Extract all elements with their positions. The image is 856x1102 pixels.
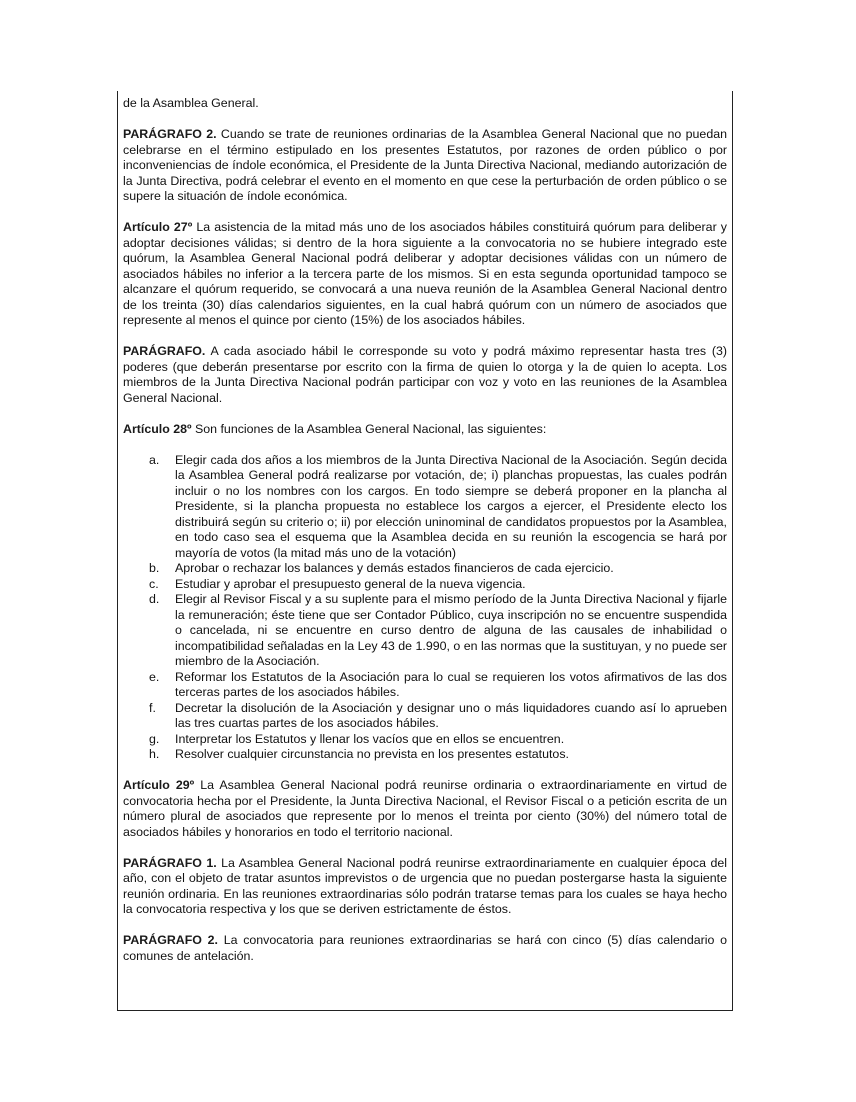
- list-item-letter: c.: [149, 576, 159, 591]
- list-item-letter: e.: [149, 669, 160, 684]
- paragraph-gap: [123, 840, 727, 856]
- paragraph-heading: PARÁGRAFO 2.: [123, 127, 217, 141]
- list-item-letter: h.: [149, 747, 160, 761]
- paragraph-gap: [123, 763, 727, 779]
- list-item-text: Interpretar los Estatutos y llenar los vacíos que en ellos se encuentren.: [175, 731, 565, 746]
- paragraph-gap: [123, 918, 727, 934]
- paragraph-heading: Artículo 28º: [123, 421, 192, 436]
- list-item-letter: g.: [149, 731, 160, 746]
- paragraph-heading: PARÁGRAFO.: [123, 344, 206, 358]
- list-item-text: Aprobar o rechazar los balances y demás estados financieros de cada ejercicio.: [175, 561, 614, 575]
- list-item-text: Decretar la disolución de la Asociación y designar uno o más liquidadores cuando así lo aprueben las tres cuartas partes de los asociados hábiles.: [175, 700, 727, 730]
- paragraph-gap: [123, 437, 727, 453]
- list-item-letter: b.: [149, 561, 160, 575]
- paragraph-text: La convocatoria para reuniones extraordinarias se hará con cinco (5) días calendario o comunes de antelación.: [123, 933, 727, 963]
- paragraph: [123, 344, 727, 406]
- list-item-text: Resolver cualquier circunstancia no prevista en los presentes estatutos.: [175, 747, 569, 761]
- list-item-text: Elegir cada dos años a los miembros de la Junta Directiva Nacional de la Asociación. Según decida la Asamblea General podrá realizarse por votación, de; i) planchas propuestas, las cuales podrán incluir o no los nombres con los cargos. En todo siempre se deberá proponer en la plancha al Presidente, si la plancha propuesta no establece los cargos a ejercer, el Presidente electo los distribuirá según su criterio o; ii) por elección uninominal de candidatos propuestos por la Asamblea, en todo caso sea el esquema que la Asamblea decida en su reunión la escogencia se hará por mayoría de votos (la mitad más uno de la votación): [175, 452, 727, 560]
- list-item: [149, 592, 727, 670]
- paragraph-text: A cada asociado hábil le corresponde su voto y podrá máximo representar hasta tres (3) poderes (que deberán presentarse por escrito con la firma de quien lo otorga y la de quien lo acepta. Los miembros de la Junta Directiva Nacional podrán participar con voz y voto en las reuniones de la Asamblea General Nacional.: [123, 344, 727, 405]
- paragraph: [123, 96, 727, 112]
- list-item: [149, 561, 727, 577]
- document-body: [123, 96, 727, 964]
- paragraph: [123, 220, 727, 329]
- paragraph-heading: Artículo 27º: [123, 220, 193, 234]
- paragraph-heading: PARÁGRAFO 1.: [123, 855, 217, 870]
- paragraph-text: Cuando se trate de reuniones ordinarias de la Asamblea General Nacional que no puedan celebrarse en el término estipulado en los presentes Estatutos, por razones de orden público o por inconveniencias de índole económica, el Presidente de la Junta Directiva Nacional, mediando autorización de la Junta Directiva, podrá celebrar el evento en el momento en que cese la perturbación de orden público o se supere la situación de índole económica.: [123, 127, 727, 203]
- paragraph: [123, 933, 727, 964]
- paragraph-heading: Artículo 29º: [123, 778, 195, 792]
- list-item: [149, 747, 727, 763]
- paragraph: [123, 856, 727, 918]
- list-item-letter: a.: [149, 452, 160, 467]
- paragraph-gap: [123, 205, 727, 221]
- paragraph: [123, 422, 727, 438]
- paragraph-text: de la Asamblea General.: [123, 96, 259, 110]
- paragraph: [123, 778, 727, 840]
- paragraph-gap: [123, 112, 727, 128]
- functions-list: [123, 453, 727, 763]
- list-item: [149, 732, 727, 748]
- list-item: [149, 670, 727, 701]
- list-item-text: Reformar los Estatutos de la Asociación para lo cual se requieren los votos afirmativos de las dos terceras partes de los asociados hábiles.: [175, 669, 727, 699]
- list-item: [149, 577, 727, 593]
- paragraph-gap: [123, 406, 727, 422]
- list-item-text: Elegir al Revisor Fiscal y a su suplente para el mismo período de la Junta Directiva Nacional y fijarle la remuneración; éste tiene que ser Contador Público, cuya inscripción no se encuentre suspendida o cancelada, ni se encuentre en curso dentro de alguna de las causales de inhabilidad o incompatibilidad señaladas en la Ley 43 de 1.990, o en las normas que la sustituyan, y no puede ser miembro de la Asociación.: [175, 592, 727, 668]
- list-item: [149, 701, 727, 732]
- paragraph-text: Son funciones de la Asamblea General Nacional, las siguientes:: [191, 421, 547, 436]
- list-item-letter: d.: [149, 592, 160, 606]
- paragraph-text: La Asamblea General Nacional podrá reunirse extraordinariamente en cualquier época del año, con el objeto de tratar asuntos imprevistos o de urgencia que no puedan postergarse hasta la siguiente reunión ordinaria. En las reuniones extraordinarias sólo podrán tratarse temas para los cuales se haya hecho la convocatoria respectiva y los que se deriven estrictamente de éstos.: [123, 855, 727, 916]
- paragraph-text: La asistencia de la mitad más uno de los asociados hábiles constituirá quórum para deliberar y adoptar decisiones válidas; si dentro de la hora siguiente a la convocatoria no se hubiere integrado este quórum, la Asamblea General Nacional podrá deliberar y adoptar decisiones válidas con un número de asociados hábiles no inferior a la tercera parte de los mismos. Si en esta segunda oportunidad tampoco se alcanzare el quórum requerido, se convocará a una nueva reunión de la Asamblea General Nacional dentro de los treinta (30) días calendarios siguientes, en la cual habrá quórum con un número de asociados que represente al menos el quince por ciento (15%) de los asociados hábiles.: [123, 220, 728, 327]
- paragraph-text: La Asamblea General Nacional podrá reunirse ordinaria o extraordinariamente en virtud de convocatoria hecha por el Presidente, la Junta Directiva Nacional, el Revisor Fiscal o a petición escrita de un número plural de asociados que represente por lo menos el treinta por ciento (30%) del número total de asociados hábiles y honorarios en todo el territorio nacional.: [123, 778, 728, 839]
- paragraph-gap: [123, 329, 727, 345]
- paragraph-heading: PARÁGRAFO 2.: [123, 933, 218, 947]
- list-item: [149, 453, 727, 562]
- list-item-letter: f.: [149, 700, 156, 715]
- paragraph: [123, 127, 727, 205]
- list-item-text: Estudiar y aprobar el presupuesto general de la nueva vigencia.: [175, 576, 526, 591]
